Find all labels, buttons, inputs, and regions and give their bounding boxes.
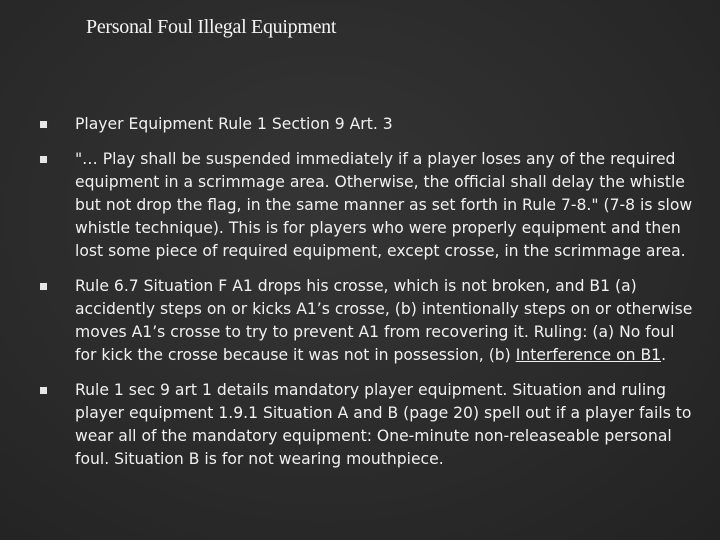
- square-bullet-icon: [40, 156, 47, 163]
- bullet-item-situation-f: [40, 275, 700, 367]
- slide-title: Personal Foul Illegal Equipment: [86, 16, 337, 38]
- bullet-text: Rule 6.7 Situation F A1 drops his crosse, which is not broken, and B1 (a) accidently steps on or kicks A1’s crosse, (b) intentionally steps on or otherwise moves A1’s crosse to try to prevent A1 from recovering it. Ruling: (a) No foul for kick the crosse because it was not in possession, (b): [75, 277, 693, 364]
- square-bullet-icon: [40, 283, 47, 290]
- bullet-item-mandatory-equipment: [40, 379, 700, 471]
- square-bullet-icon: [40, 387, 47, 394]
- bullet-item-rule-reference: [40, 113, 700, 136]
- square-bullet-icon: [40, 121, 47, 128]
- bullet-text: "… Play shall be suspended immediately if a player loses any of the required equipment in a scrimmage area. Otherwise, the official shall delay the whistle but not drop the flag, in the same manner as set forth in Rule 7-8." (7-8 is slow whistle technique). This is for players who were properly equipment and then lost some piece of required equipment, except crosse, in the scrimmage area.: [75, 150, 693, 260]
- bullet-text-end: .: [661, 346, 667, 364]
- interference-link[interactable]: Interference on B1: [515, 346, 662, 364]
- bullet-list: [40, 113, 700, 483]
- bullet-text: Player Equipment Rule 1 Section 9 Art. 3: [75, 115, 393, 133]
- bullet-item-quote: [40, 148, 700, 263]
- bullet-text: Rule 1 sec 9 art 1 details mandatory player equipment. Situation and ruling player equipment 1.9.1 Situation A and B (page 20) spell out if a player fails to wear all of the mandatory equipment: One-minute non-releaseable personal foul. Situation B is for not wearing mouthpiece.: [75, 381, 692, 468]
